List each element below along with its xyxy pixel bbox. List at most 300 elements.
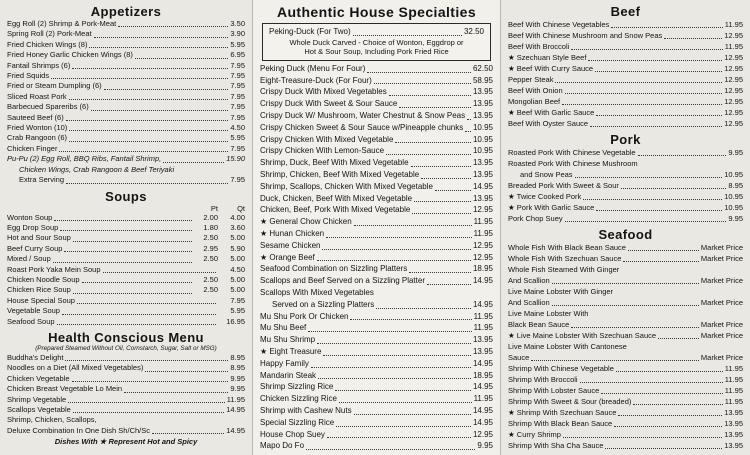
middle-column [252,0,501,455]
menu-item [260,181,493,193]
menu-item [260,311,493,323]
dot-leader [395,142,471,143]
item-price: 13.95 [472,158,493,168]
item-name: Mongolian Beef [508,97,561,106]
item-name: Served on a Sizzling Platters [272,299,375,309]
item-pint-price: 2.50 [203,285,218,295]
item-name: Extra Serving [19,175,65,185]
item-price: 12.95 [724,97,743,106]
item-price: 13.95 [724,441,743,450]
soups-column-headers [7,204,245,213]
item-price: 11.95 [724,386,743,395]
item-price: 11.95 [724,364,743,373]
item-price: 6.95 [230,50,245,60]
beef-list [508,19,743,129]
menu-item [7,19,245,29]
item-name: ★ Twice Cooked Pork [508,192,582,201]
health-subtitle: (Prepared Steamed Without Oil, Cornstarch, Sugar, Salt or MSG) [35,344,217,352]
menu-item [7,296,245,306]
menu-item [260,110,493,122]
item-name: Fried Squids [7,71,50,81]
dot-leader [367,72,471,73]
item-quart-price: 3.60 [230,222,245,232]
dot-leader [54,220,192,221]
menu-item [508,41,743,52]
item-quart-price: 5.95 [230,306,245,316]
item-name: Live Maine Lobster With Ginger [508,287,614,296]
item-name: Sesame Chicken [260,240,321,250]
item-price: 12.95 [724,64,743,73]
dot-leader [353,35,462,36]
item-name: Shrimp Sizzling Rice [260,382,334,392]
item-price: 11.95 [473,217,493,227]
item-name: Whole Fish Steamed With Ginger [508,265,620,274]
specialties-list [260,63,493,452]
item-name: Shrimp, Scallops, Chicken With Mixed Vegetable [260,181,433,191]
health-title: Health Conscious Menu [48,329,204,345]
dot-leader [322,249,470,250]
item-price: 14.95 [472,181,493,191]
dot-leader [336,426,471,427]
item-price: 62.50 [472,63,493,73]
item-name: Happy Family [260,358,309,368]
menu-item [508,158,743,169]
menu-item [7,395,245,405]
dot-leader [354,414,471,415]
dot-leader [633,404,722,405]
item-name: ★ Orange Beef [260,252,315,262]
featured-description-line2: Hot & Sour Soup, Including Pork Fried Rice [304,47,449,57]
menu-item [7,81,245,91]
menu-item [7,233,245,243]
menu-item [260,299,493,311]
dot-leader [326,237,471,238]
item-price: 14.95 [226,405,245,414]
menu-item [7,92,245,102]
item-price: 13.95 [724,430,743,439]
item-price: 4.50 [230,123,245,133]
dot-leader [60,230,192,231]
dot-leader [82,282,192,283]
item-price: 14.95 [472,358,493,368]
menu-item [260,393,493,405]
item-price: 14.95 [472,276,493,286]
menu-item [7,50,245,60]
menu-item [260,122,493,134]
item-quart-price: 16.95 [226,316,245,326]
item-name: Seafood Combination on Sizzling Platters [260,264,408,274]
menu-item [7,165,245,175]
section-seafood [508,227,743,451]
item-name: Scallops and Beef Served on a Sizzling Platter [260,276,425,286]
dot-leader [580,382,723,383]
menu-item [260,358,493,370]
dot-leader [94,37,229,38]
menu-item [260,134,493,146]
dot-leader [605,448,722,449]
dot-leader [409,272,471,273]
menu-item [508,30,743,41]
item-name: Special Sizzling Rice [260,417,335,427]
dot-leader [596,115,722,116]
item-price: 11.95 [473,311,493,321]
item-name: And Scallion [508,298,550,307]
menu-item [260,405,493,417]
item-name: Crispy Duck With Mixed Vegetables [260,87,387,97]
item-name: Mandarin Steak [260,370,317,380]
menu-item [508,275,743,286]
menu-item [7,265,245,275]
item-price: Market Price [700,276,743,285]
section-health-conscious [7,330,245,447]
item-price: 11.95 [724,42,743,51]
item-price: Market Price [700,353,743,362]
item-name: Crispy Duck With Sweet & Sour Sauce [260,99,398,109]
dot-leader [69,141,228,142]
menu-item [260,334,493,346]
section-pork [508,132,743,224]
item-price: 13.95 [472,87,493,97]
dot-leader [575,177,723,178]
item-price: Market Price [700,298,743,307]
item-name: ★ Hunan Chicken [260,228,325,238]
menu-item [260,86,493,98]
item-name: Chicken Vegetable [7,373,70,383]
menu-item [508,52,743,63]
menu-item [7,405,245,415]
item-name: Shrimp With Lobster Sauce [508,386,600,395]
item-name: Duck, Chicken, Beef With Mixed Vegetable [260,193,413,203]
item-name: Barbecued Spareribs (6) [7,102,89,112]
dot-leader [465,131,471,132]
dot-leader [628,250,699,251]
menu-item [260,417,493,429]
menu-item [7,285,245,295]
item-name: Vegetable Soup [7,306,60,316]
menu-item [508,180,743,191]
menu-item [508,242,743,253]
item-price: 9.95 [728,214,743,223]
item-price: 7.95 [230,71,245,81]
item-price: 12.95 [472,240,493,250]
soups-title: Soups [105,188,147,204]
item-price: 10.95 [724,203,743,212]
item-quart-price: 5.00 [230,233,245,243]
menu-item [260,75,493,87]
menu-item [7,175,245,185]
menu-item [7,254,245,264]
dot-leader [552,283,699,284]
dot-leader [145,371,228,372]
item-price: 14.95 [472,405,493,415]
peking-duck-featured-box [262,23,491,61]
section-appetizers [7,4,245,186]
menu-item [7,223,245,233]
dot-leader [467,119,471,120]
item-price: 13.95 [472,335,493,345]
item-price: 13.95 [724,408,743,417]
menu-item [260,145,493,157]
item-price: 12.95 [724,119,743,128]
item-price: 12.95 [724,108,743,117]
item-name: Roasted Pork With Chinese Vegetable [508,148,636,157]
dot-leader [317,260,471,261]
item-name: House Special Soup [7,295,75,305]
item-price: 10.95 [724,192,743,201]
appetizers-title: Appetizers [90,4,162,19]
item-name: Mu Shu Pork Or Chicken [260,311,349,321]
dot-leader [658,338,699,339]
item-name: Chicken Rice Soup [7,285,71,295]
item-price: Market Price [700,254,743,263]
item-price: 5.95 [230,39,245,49]
item-name: Shrimp Vegetable [7,394,67,404]
item-name: Chicken Noodle Soup [7,274,80,284]
item-name: Crispy Chicken With Mixed Vegetable [260,134,394,144]
dot-leader [64,251,192,252]
item-name: Black Bean Sauce [508,320,570,329]
dot-leader [66,120,229,121]
item-price: 3.50 [230,19,245,28]
right-column [501,0,750,455]
menu-item [508,213,743,224]
item-name: Shrimp, Chicken, Scallops, [7,415,97,425]
item-price: 14.95 [226,425,245,435]
menu-item [508,385,743,396]
item-pint-price: 2.50 [203,233,218,243]
menu-item [7,71,245,81]
item-name: Beef With Broccoli [508,42,570,51]
menu-item [508,63,743,74]
dot-leader [664,38,722,39]
dot-leader [596,210,722,211]
dot-leader [104,89,229,90]
item-price: 10.95 [724,170,743,179]
item-price: 9.95 [477,441,493,451]
item-price: 11.95 [724,20,743,29]
menu-item [260,370,493,382]
item-name: Mapo Do Fo [260,441,305,451]
item-price: 58.95 [472,75,493,85]
dot-leader [435,190,471,191]
menu-item [7,113,245,123]
item-price: Market Price [700,243,743,252]
item-name: Beef With Onion [508,86,563,95]
dot-leader [65,360,228,361]
menu-item [260,429,493,441]
item-name: ★ Curry Shrimp [508,430,561,439]
item-price: 9.95 [230,384,245,394]
item-name: Crispy Chicken With Lemon-Sauce [260,146,385,156]
item-name: and Snow Peas [520,170,573,179]
menu-item [508,286,743,297]
menu-item [7,102,245,112]
dot-leader [335,390,471,391]
item-name: ★ Shrimp With Szechuan Sauce [508,408,617,417]
item-price: 11.95 [473,228,493,238]
item-name: And Scallion [508,276,550,285]
dot-leader [421,178,471,179]
item-price: 32.50 [463,27,484,36]
item-price: 10.95 [472,122,493,132]
dot-leader [565,93,723,94]
item-name: Shrimp With Broccoli [508,375,578,384]
dot-leader [588,60,722,61]
menu-item [260,98,493,110]
item-price: 11.95 [473,323,493,333]
menu-item [7,275,245,285]
menu-item [260,346,493,358]
item-price: 12.95 [472,429,493,439]
menu-item [508,253,743,264]
item-name: Chicken Wings, Crab Rangoon & Beef Teriyaki [19,164,175,174]
item-price: 13.95 [472,169,493,179]
item-name: Crispy Duck W/ Mushroom, Water Chestnut & Snow Peas [260,110,466,120]
menu-item [260,263,493,275]
item-quart-price: 5.00 [230,285,245,295]
item-name: Shrimp With Sha Cha Sauce [508,441,604,450]
dot-leader [327,437,471,438]
item-name: Live Maine Lobster With [508,309,589,318]
menu-item [508,407,743,418]
item-pint-price: 2.50 [203,274,218,284]
item-price: 7.95 [230,112,245,122]
dot-leader [73,241,192,242]
item-name: Fried or Steam Dumpling (6) [7,81,102,91]
dot-leader [89,47,228,48]
item-name: Egg Roll (2) Shrimp & Pork-Meat [7,19,117,28]
menu-item [260,381,493,393]
dot-leader [163,162,224,163]
item-price: 13.95 [724,419,743,428]
item-name: ★ Beef With Garlic Sauce [508,108,595,117]
item-name: Fantail Shrimps (6) [7,60,71,70]
dot-leader [53,262,192,263]
item-name: Noodles on a Diet (All Mixed Vegetables) [7,363,144,373]
menu-item [508,107,743,118]
item-pint-price: 1.80 [203,222,218,232]
menu-item [508,352,743,363]
menu-item [7,306,245,316]
item-name: Breaded Pork With Sweet & Sour [508,181,619,190]
item-price: Market Price [700,331,743,340]
dot-leader [124,392,228,393]
item-name: Fried Chicken Wings (8) [7,39,88,49]
item-name: Chicken Breast Vegetable Lo Mein [7,384,123,394]
featured-description-line1: Whole Duck Carved - Choice of Wonton, Eggdrop or [289,37,464,47]
item-price: 12.95 [724,75,743,84]
item-price: 11.95 [724,375,743,384]
menu-item [508,319,743,330]
item-name: Scallops Vegetable [7,405,71,414]
dot-leader [414,201,471,202]
menu-item [508,264,743,275]
dot-leader [399,107,471,108]
menu-item [260,169,493,181]
menu-item [508,74,743,85]
menu-item [260,252,493,264]
specialties-title: Authentic House Specialties [276,4,477,20]
item-pint-price: 2.95 [203,243,218,253]
item-price: 13.95 [472,110,493,120]
item-price: Market Price [700,320,743,329]
dot-leader [563,437,722,438]
dot-leader [616,371,723,372]
item-price: 7.95 [230,175,245,185]
item-price: 11.95 [473,394,493,404]
item-name: Seafood Soup [7,316,55,326]
item-name: Roasted Pork With Chinese Mushroom [508,159,638,168]
item-price: 12.95 [724,86,743,95]
menu-item [508,202,743,213]
item-name: ★ Pork With Garlic Sauce [508,203,595,212]
item-name: Beef With Chinese Vegetables [508,20,610,29]
dot-leader [618,415,722,416]
item-name: Hot and Sour Soup [7,233,71,243]
dot-leader [91,110,229,111]
item-price: 11.95 [724,397,743,406]
item-price: 12.95 [472,252,493,262]
seafood-list [508,242,743,451]
dot-leader [389,95,471,96]
item-name: Beef With Chinese Mushroom and Snow Peas [508,31,663,40]
menu-item [7,353,245,363]
left-column [0,0,252,455]
item-price: 13.95 [472,99,493,109]
dot-leader [571,49,723,50]
item-quart-price: 5.90 [230,243,245,253]
dot-leader [412,213,471,214]
item-name: Whole Fish With Black Bean Sauce [508,243,626,252]
item-price: 8.95 [230,363,245,373]
dot-leader [69,130,228,131]
menu-item [260,440,493,452]
item-quart-price: 4.50 [230,264,245,274]
dot-leader [73,412,224,413]
section-soups [7,189,245,327]
dot-leader [411,166,471,167]
item-name: Fried Honey Garlic Chicken Wings (8) [7,50,133,60]
item-quart-price: 7.95 [230,295,245,305]
dot-leader [350,319,471,320]
menu-item [260,275,493,287]
dot-leader [62,314,216,315]
item-name: ★ Szechuan Style Beef [508,53,587,62]
dot-leader [531,360,699,361]
item-name: Shrimp With Chinese Vegetable [508,364,614,373]
menu-item [7,133,245,143]
dot-leader [590,126,722,127]
menu-item [260,322,493,334]
item-name: ★ Beef With Curry Sauce [508,64,594,73]
dot-leader [562,104,722,105]
menu-item [508,418,743,429]
pork-title: Pork [610,132,641,147]
item-price: 9.95 [728,148,743,157]
item-name: Beef With Oyster Sauce [508,119,589,128]
menu-item [7,40,245,50]
spicy-footnote: Dishes With ★ Represent Hot and Spicy [54,437,198,447]
menu-item [260,204,493,216]
dot-leader [103,272,216,273]
item-name: Egg Drop Soup [7,222,59,232]
menu-item [7,415,245,425]
menu-item [260,157,493,169]
appetizers-list [7,19,245,186]
beef-title: Beef [610,4,641,19]
item-name: Chicken Finger [7,143,58,153]
item-name: Whole Fish With Szechuan Sauce [508,254,622,263]
